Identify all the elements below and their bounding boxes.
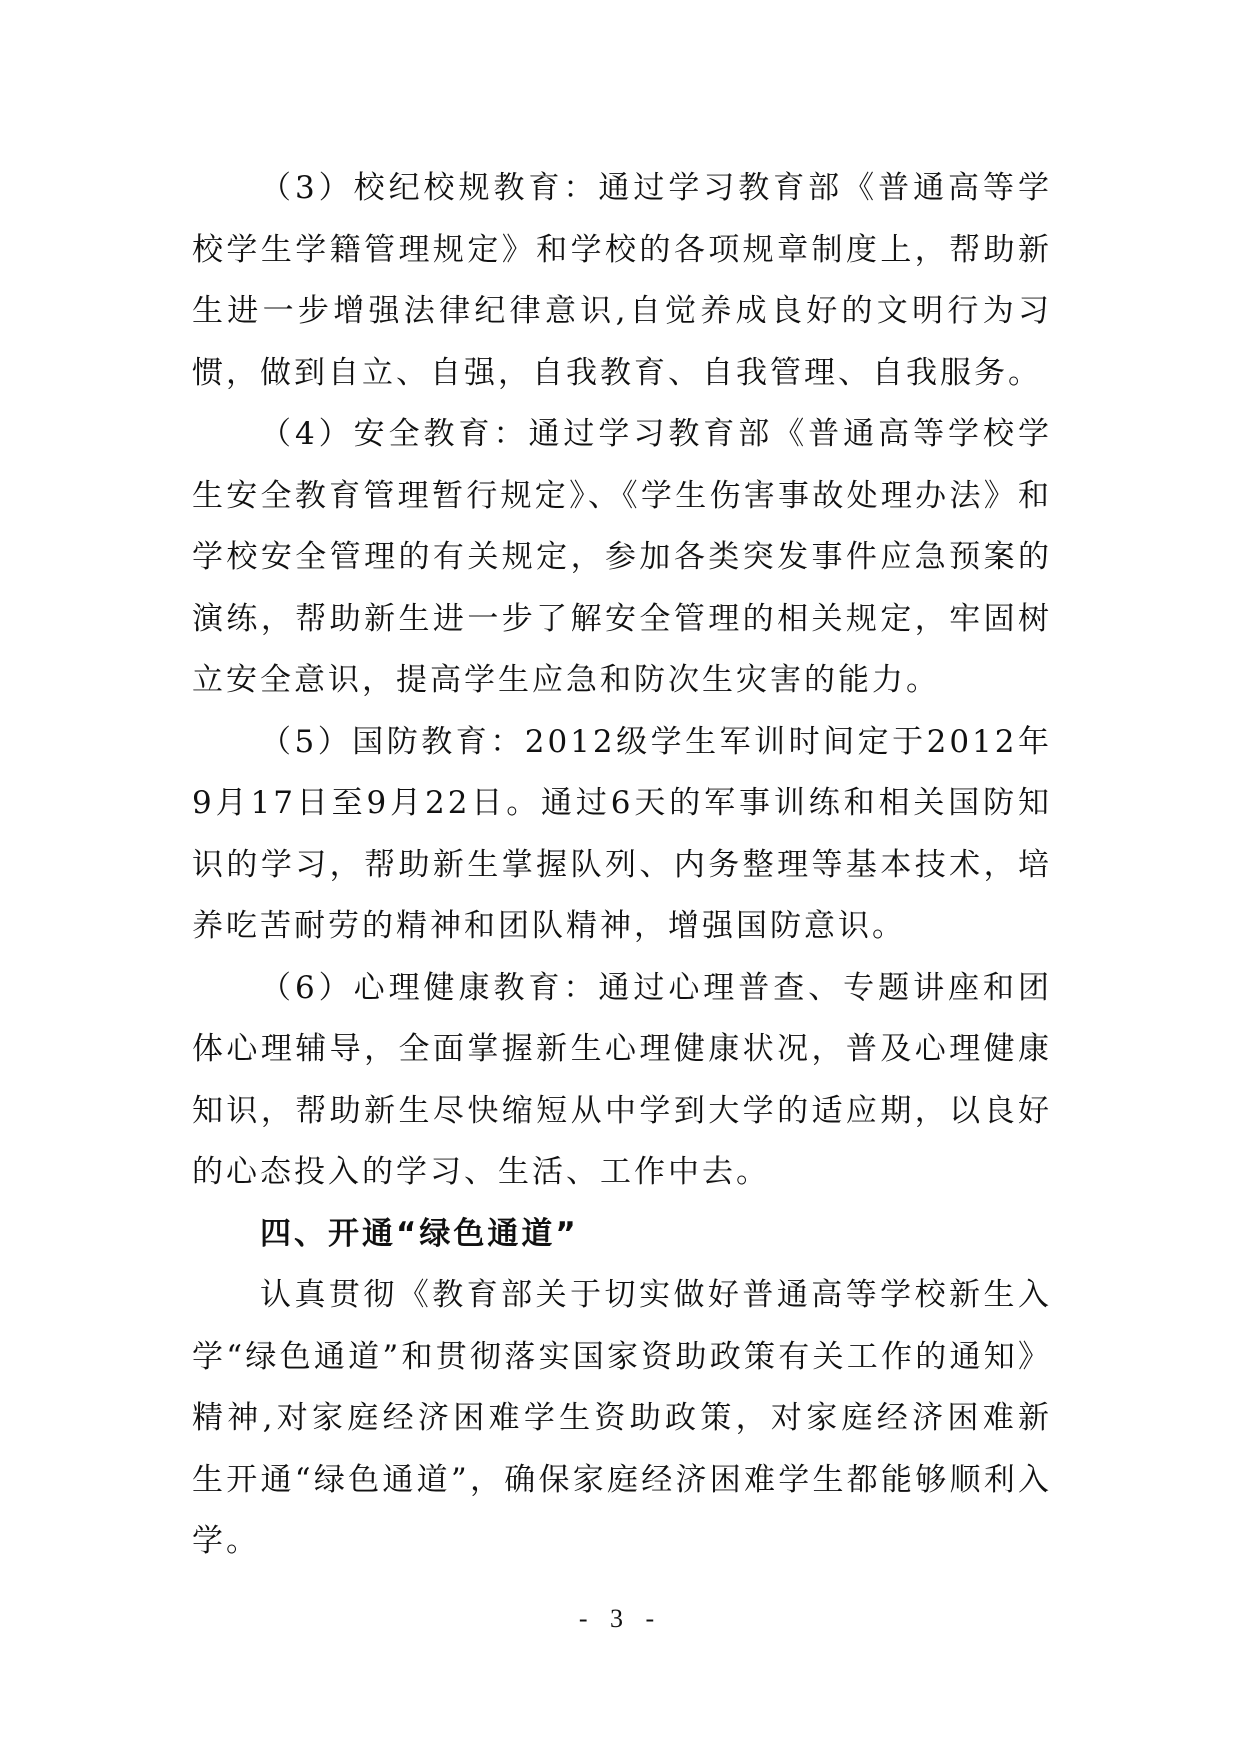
- paragraph-mental-health-education: （6）心理健康教育：通过心理普查、专题讲座和团体心理辅导，全面掌握新生心理健康状况，普及心理健康知识，帮助新生尽快缩短从中学到大学的适应期，以良好的心态投入的学习、生活、工作中去。: [192, 969, 1052, 1190]
- paragraph-safety-education: （4）安全教育：通过学习教育部《普通高等学校学生安全教育管理暂行规定》、《学生伤害事故处理办法》和学校安全管理的有关规定，参加各类突发事件应急预案的演练，帮助新生进一步了解安全管理的相关规定，牢固树立安全意识，提高学生应急和防次生灾害的能力。: [192, 416, 1052, 698]
- page-number: - 3 -: [578, 1604, 663, 1633]
- paragraph-green-channel: 认真贯彻《教育部关于切实做好普通高等学校新生入学“绿色通道”和贯彻落实国家资助政策有关工作的通知》精神,对家庭经济困难学生资助政策，对家庭经济困难新生开通“绿色通道”，确保家庭经济困难学生都能够顺利入学。: [192, 1277, 1052, 1559]
- paragraph-discipline-education: （3）校纪校规教育：通过学习教育部《普通高等学校学生学籍管理规定》和学校的各项规章制度上，帮助新生进一步增强法律纪律意识,自觉养成良好的文明行为习惯，做到自立、自强，自我教育、自我管理、自我服务。: [192, 170, 1052, 391]
- document-body: [192, 158, 1052, 1573]
- section-heading-green-channel: 四、开通“绿色通道”: [260, 1215, 579, 1252]
- paragraph-national-defense-education: （5）国防教育：2012级学生军训时间定于2012年9月17日至9月22日。通过6天的军事训练和相关国防知识的学习，帮助新生掌握队列、内务整理等基本技术，培养吃苦耐劳的精神和团队精神，增强国防意识。: [192, 723, 1052, 944]
